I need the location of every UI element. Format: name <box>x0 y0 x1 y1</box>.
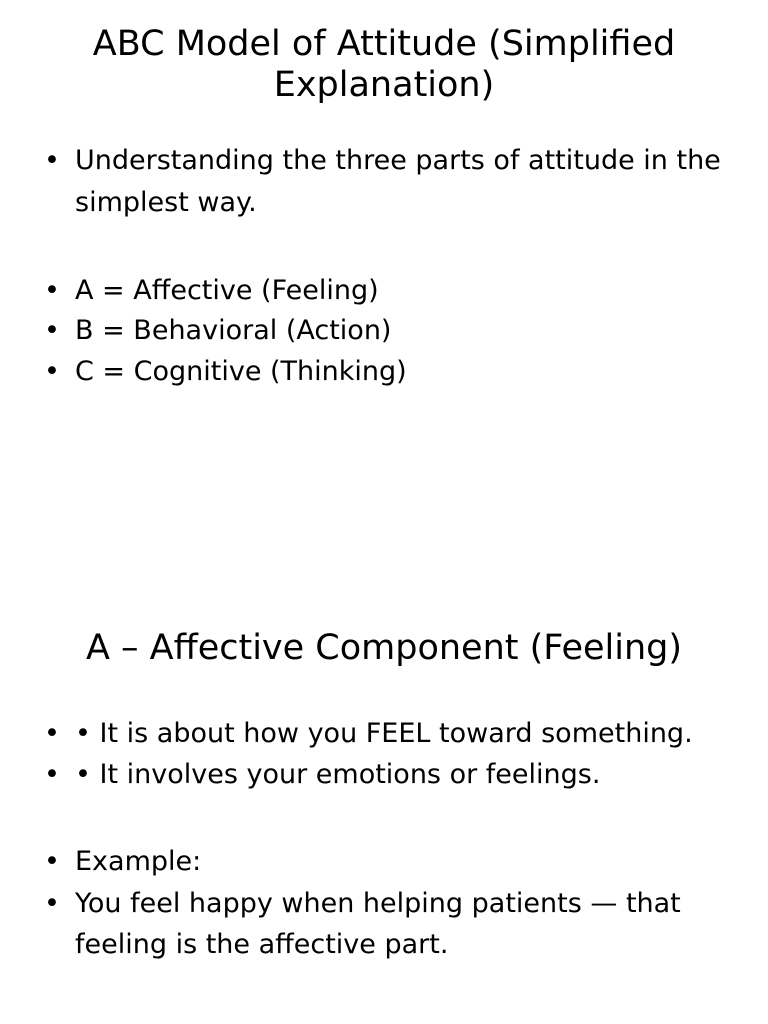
bullet-text: B = Behavioral (Action) <box>75 315 392 347</box>
bullet-dot-icon: • <box>44 355 60 387</box>
bullet-dot-icon: • <box>44 718 60 749</box>
slide-title: ABC Model of Attitude (Simplified Explanation) <box>92 24 676 106</box>
bullet-item-example-text <box>44 883 724 967</box>
bullet-text: You feel happy when helping patients — that feeling is the affective part. <box>75 887 681 961</box>
bullet-item-cognitive <box>44 352 724 393</box>
bullet-dot-icon: • <box>44 846 60 877</box>
bullet-text: C = Cognitive (Thinking) <box>75 355 407 387</box>
bullet-text: • It is about how you FEEL toward something. <box>75 718 693 749</box>
bullet-list <box>44 714 724 966</box>
bullet-text: Example: <box>75 846 202 877</box>
bullet-item-intro <box>44 140 724 224</box>
bullet-dot-icon: • <box>44 758 60 790</box>
bullet-item-feel <box>44 714 724 755</box>
bullet-item-emotions <box>44 755 724 796</box>
bullet-text: A = Affective (Feeling) <box>75 274 379 306</box>
bullet-item-affective <box>44 271 724 312</box>
slide-affective-component <box>0 512 768 1024</box>
bullet-dot-icon: • <box>44 274 60 306</box>
bullet-dot-icon: • <box>44 145 60 176</box>
slide-title: A – Affective Component (Feeling) <box>85 628 683 668</box>
bullet-text: • It involves your emotions or feelings. <box>75 758 601 790</box>
bullet-dot-icon: • <box>44 887 60 919</box>
bullet-text: Understanding the three parts of attitude in the simplest way. <box>75 145 721 218</box>
bullet-dot-icon: • <box>44 315 60 347</box>
bullet-list <box>44 140 724 392</box>
bullet-item-behavioral <box>44 311 724 352</box>
bullet-item-example-label <box>44 842 724 883</box>
